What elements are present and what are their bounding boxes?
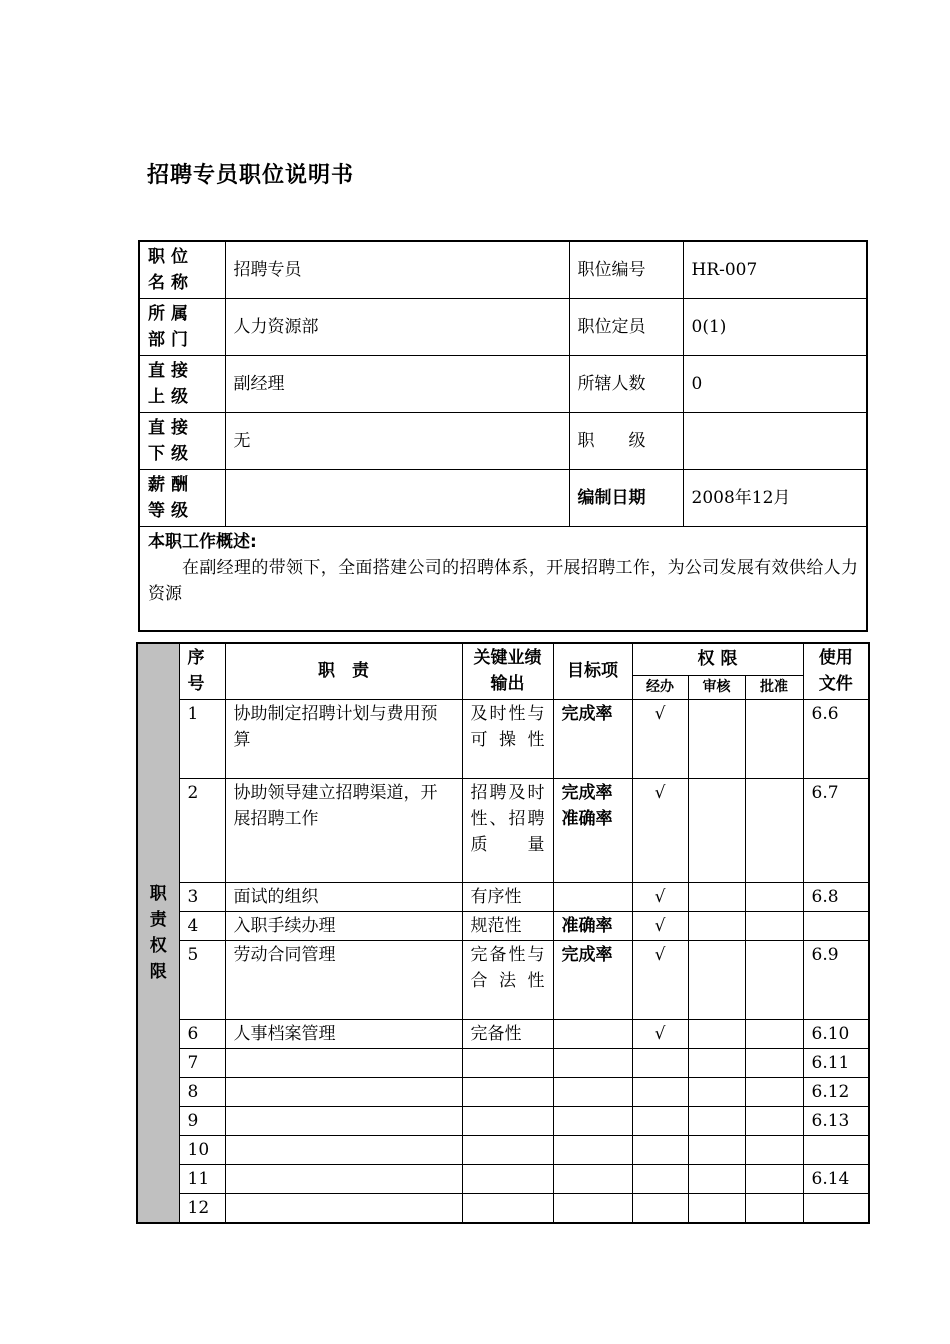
header-handle: 经办 — [632, 675, 688, 699]
row-output: 完备性与合法性 — [462, 940, 553, 1019]
row-docs: 6.13 — [803, 1106, 869, 1135]
summary-cell — [139, 527, 867, 631]
row-approve — [745, 882, 803, 911]
row-approve — [745, 778, 803, 882]
duty-table — [136, 642, 870, 1224]
row-no: 9 — [179, 1106, 225, 1135]
row-target — [553, 1135, 632, 1164]
row-duty: 劳动合同管理 — [225, 940, 462, 1019]
table-row — [137, 778, 869, 882]
row-review — [688, 1077, 745, 1106]
row-handle — [632, 1164, 688, 1193]
row-output — [462, 1106, 553, 1135]
header-output: 关键业绩输出 — [462, 643, 553, 699]
row-no: 10 — [179, 1135, 225, 1164]
row-approve — [745, 1077, 803, 1106]
duty-side-label: 职责权限 — [137, 643, 179, 1223]
direct-sub-label: 直接下级 — [139, 413, 225, 470]
row-docs: 6.6 — [803, 699, 869, 778]
row-duty — [225, 1048, 462, 1077]
direct-sub-value: 无 — [225, 413, 569, 470]
row-duty: 协助制定招聘计划与费用预算 — [225, 699, 462, 778]
table-row — [137, 1164, 869, 1193]
row-target — [553, 1193, 632, 1223]
row-docs: 6.14 — [803, 1164, 869, 1193]
position-no-value: HR-007 — [683, 241, 867, 299]
row-output — [462, 1077, 553, 1106]
department-label: 所属部门 — [139, 299, 225, 356]
row-target — [553, 1164, 632, 1193]
row-handle — [632, 1135, 688, 1164]
position-no-label: 职位编号 — [569, 241, 683, 299]
row-docs: 6.10 — [803, 1019, 869, 1048]
table-row — [137, 1135, 869, 1164]
row-duty: 协助领导建立招聘渠道，开展招聘工作 — [225, 778, 462, 882]
row-approve — [745, 1048, 803, 1077]
row-target — [553, 882, 632, 911]
row-approve — [745, 1106, 803, 1135]
row-output — [462, 1135, 553, 1164]
grade-value — [683, 413, 867, 470]
header-target: 目标项 — [553, 643, 632, 699]
row-duty — [225, 1106, 462, 1135]
table-row — [137, 1106, 869, 1135]
row-duty: 人事档案管理 — [225, 1019, 462, 1048]
row-docs — [803, 911, 869, 940]
table-row — [137, 882, 869, 911]
position-name-value: 招聘专员 — [225, 241, 569, 299]
row-handle — [632, 1048, 688, 1077]
grade-label: 职 级 — [569, 413, 683, 470]
row-output — [462, 1193, 553, 1223]
row-review — [688, 1019, 745, 1048]
row-docs — [803, 1135, 869, 1164]
row-no: 1 — [179, 699, 225, 778]
row-output — [462, 1164, 553, 1193]
row-docs: 6.11 — [803, 1048, 869, 1077]
row-output: 完备性 — [462, 1019, 553, 1048]
position-info-table — [138, 240, 868, 632]
salary-value — [225, 470, 569, 527]
row-target — [553, 1019, 632, 1048]
row-no: 2 — [179, 778, 225, 882]
row-output: 招聘及时性、招聘质量 — [462, 778, 553, 882]
table-row — [137, 1019, 869, 1048]
row-no: 4 — [179, 911, 225, 940]
row-target — [553, 1077, 632, 1106]
row-docs — [803, 1193, 869, 1223]
row-target: 准确率 — [553, 911, 632, 940]
row-review — [688, 1193, 745, 1223]
row-handle: √ — [632, 940, 688, 1019]
row-review — [688, 882, 745, 911]
superior-label: 直接上级 — [139, 356, 225, 413]
department-value: 人力资源部 — [225, 299, 569, 356]
table-row — [137, 1077, 869, 1106]
row-duty — [225, 1193, 462, 1223]
row-review — [688, 1164, 745, 1193]
summary-text: 在副经理的带领下，全面搭建公司的招聘体系，开展招聘工作，为公司发展有效供给人力资源 — [148, 558, 858, 604]
headcount-label: 职位定员 — [569, 299, 683, 356]
row-duty — [225, 1077, 462, 1106]
table-row — [137, 1048, 869, 1077]
row-handle — [632, 1077, 688, 1106]
row-output: 规范性 — [462, 911, 553, 940]
row-target — [553, 1048, 632, 1077]
row-approve — [745, 1135, 803, 1164]
row-output: 及时性与可操性 — [462, 699, 553, 778]
row-approve — [745, 1193, 803, 1223]
row-review — [688, 699, 745, 778]
row-no: 5 — [179, 940, 225, 1019]
salary-label: 薪酬等级 — [139, 470, 225, 527]
date-value: 2008年12月 — [683, 470, 867, 527]
row-no: 7 — [179, 1048, 225, 1077]
row-handle: √ — [632, 778, 688, 882]
table-row — [137, 940, 869, 1019]
row-no: 6 — [179, 1019, 225, 1048]
row-target: 完成率 准确率 — [553, 778, 632, 882]
date-label: 编制日期 — [569, 470, 683, 527]
row-duty — [225, 1135, 462, 1164]
row-approve — [745, 1019, 803, 1048]
row-review — [688, 778, 745, 882]
table-row — [137, 1193, 869, 1223]
row-duty — [225, 1164, 462, 1193]
summary-label: 本职工作概述: — [148, 532, 257, 552]
row-no: 12 — [179, 1193, 225, 1223]
row-docs: 6.7 — [803, 778, 869, 882]
row-no: 3 — [179, 882, 225, 911]
row-approve — [745, 940, 803, 1019]
row-target — [553, 1106, 632, 1135]
row-handle — [632, 1106, 688, 1135]
row-duty: 入职手续办理 — [225, 911, 462, 940]
superior-value: 副经理 — [225, 356, 569, 413]
row-handle: √ — [632, 699, 688, 778]
row-review — [688, 911, 745, 940]
position-name-label: 职位名称 — [139, 241, 225, 299]
row-target: 完成率 — [553, 940, 632, 1019]
row-handle: √ — [632, 1019, 688, 1048]
row-docs: 6.9 — [803, 940, 869, 1019]
header-approve: 批准 — [745, 675, 803, 699]
page-title: 招聘专员职位说明书 — [147, 163, 355, 188]
table-row — [137, 699, 869, 778]
row-approve — [745, 911, 803, 940]
row-review — [688, 1106, 745, 1135]
row-docs: 6.8 — [803, 882, 869, 911]
row-output: 有序性 — [462, 882, 553, 911]
row-approve — [745, 1164, 803, 1193]
row-no: 11 — [179, 1164, 225, 1193]
row-docs: 6.12 — [803, 1077, 869, 1106]
header-no: 序号 — [179, 643, 225, 699]
row-target: 完成率 — [553, 699, 632, 778]
row-review — [688, 940, 745, 1019]
row-handle: √ — [632, 882, 688, 911]
subordinates-value: 0 — [683, 356, 867, 413]
subordinates-label: 所辖人数 — [569, 356, 683, 413]
row-review — [688, 1135, 745, 1164]
table-row — [137, 911, 869, 940]
row-handle: √ — [632, 911, 688, 940]
headcount-value: 0(1) — [683, 299, 867, 356]
header-docs: 使用文件 — [803, 643, 869, 699]
row-handle — [632, 1193, 688, 1223]
header-review: 审核 — [688, 675, 745, 699]
row-approve — [745, 699, 803, 778]
header-duty: 职 责 — [225, 643, 462, 699]
header-authority: 权 限 — [632, 643, 803, 675]
row-no: 8 — [179, 1077, 225, 1106]
row-review — [688, 1048, 745, 1077]
row-duty: 面试的组织 — [225, 882, 462, 911]
row-output — [462, 1048, 553, 1077]
